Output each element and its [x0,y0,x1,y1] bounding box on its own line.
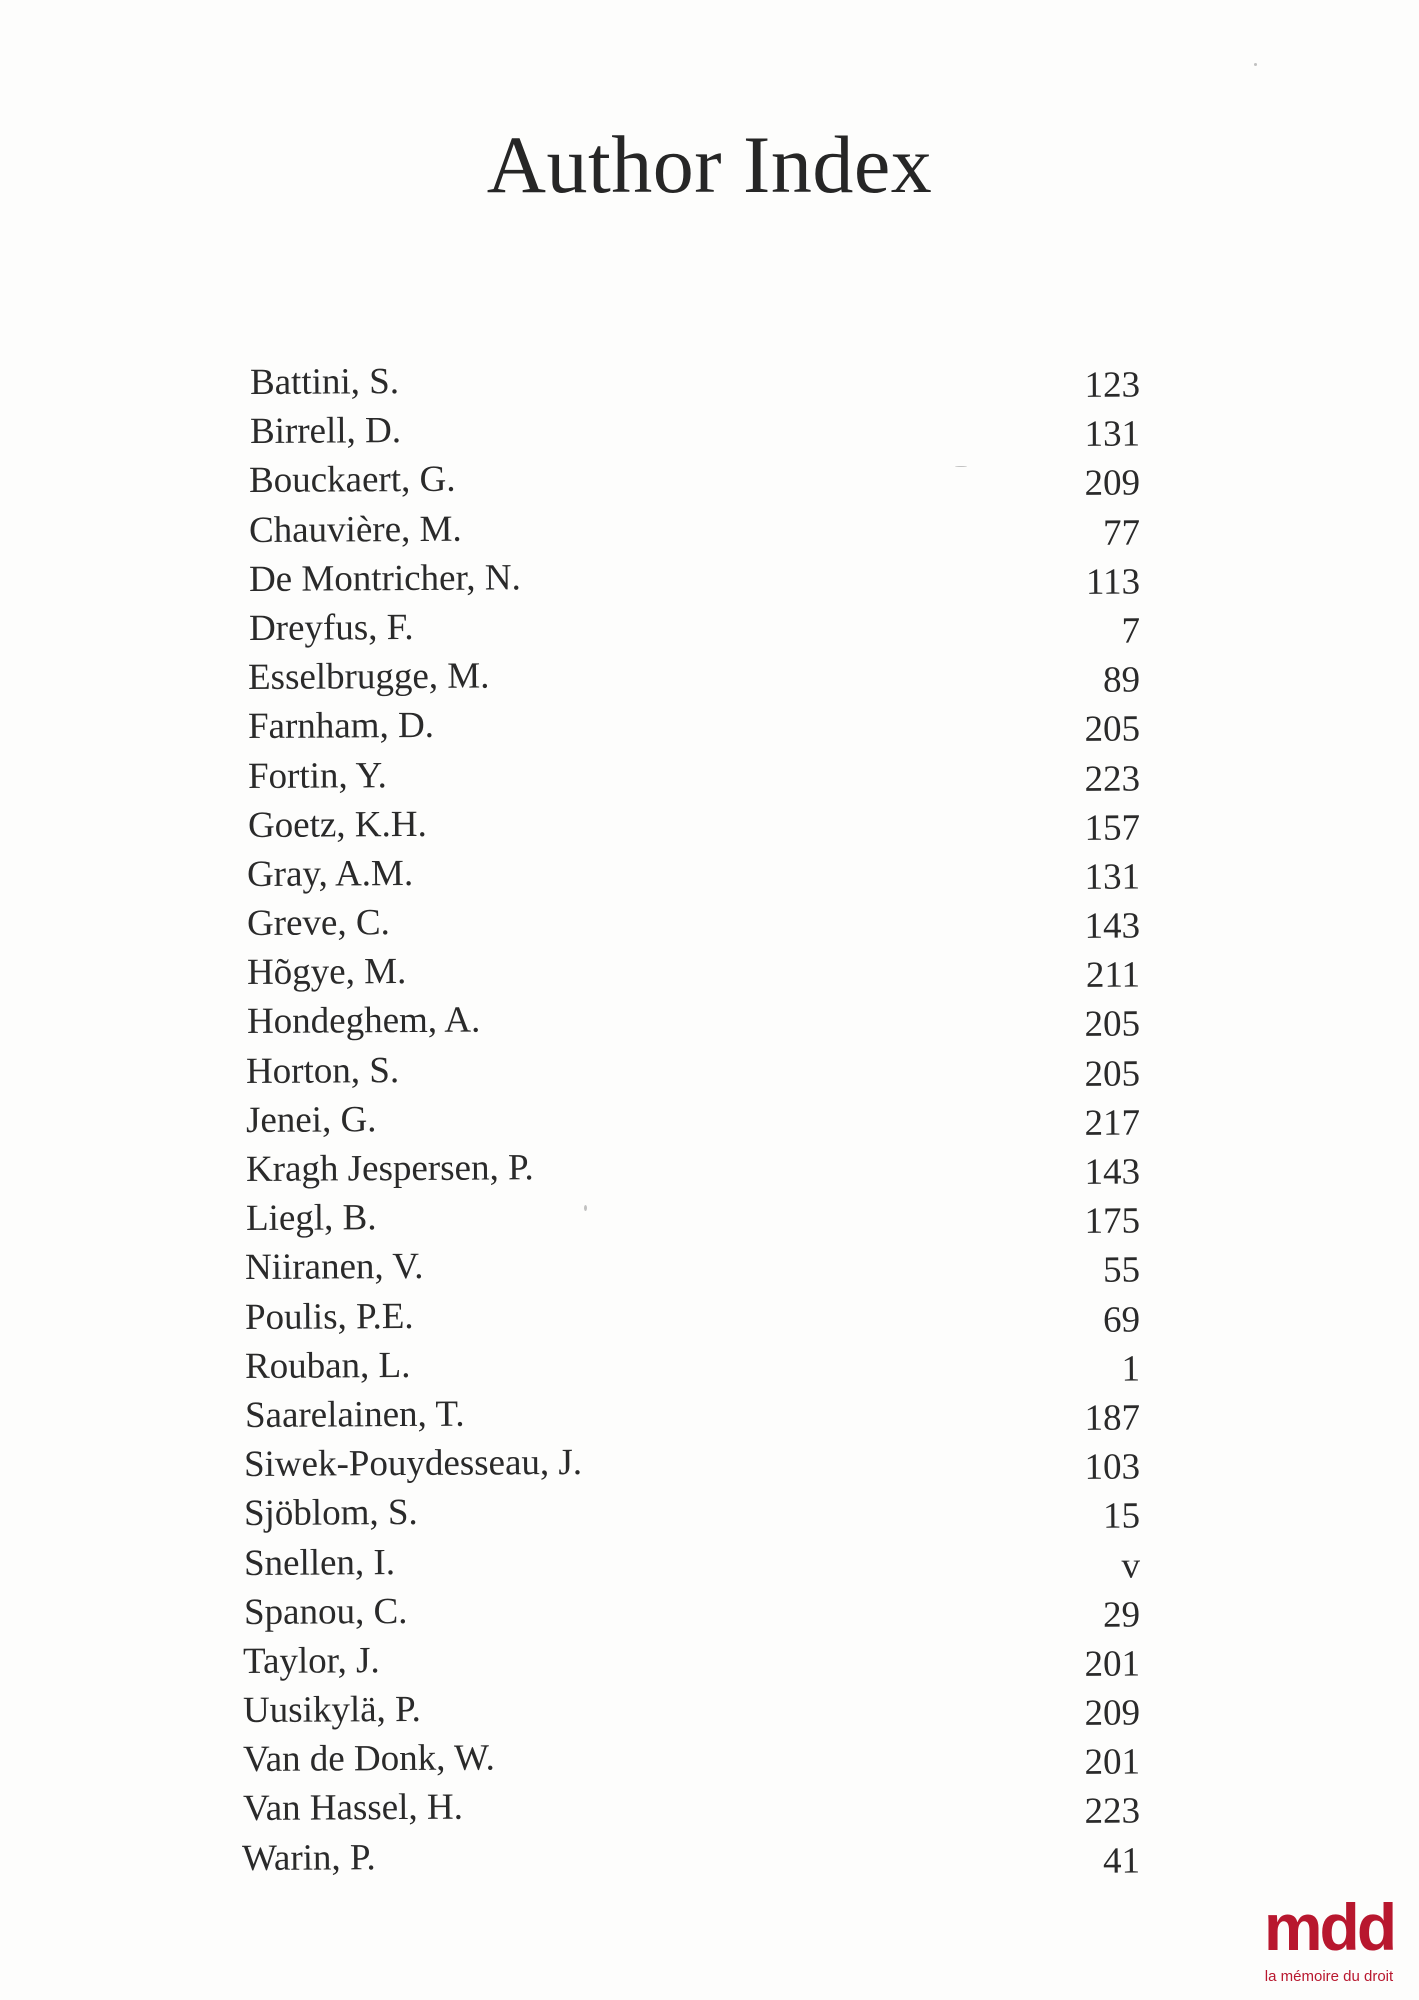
author-name: Snellen, I. [243,1541,396,1584]
page-number: 123 [1084,364,1141,406]
page-number: 1 [1121,1348,1141,1390]
author-name: Hondeghem, A. [246,1000,481,1043]
author-name: Sjöblom, S. [243,1492,418,1535]
index-entry [244,1435,1140,1490]
index-entry [249,598,1140,653]
page-number: 205 [1084,708,1141,751]
author-name: Van de Donk, W. [242,1737,495,1781]
index-entry [247,943,1140,998]
author-name: Esselbrugge, M. [247,655,490,699]
index-entry [247,844,1140,899]
author-name: Fortin, Y. [247,754,387,797]
author-name: Taylor, J. [242,1640,380,1682]
index-entry [243,1730,1140,1785]
publisher-logo [1249,1888,1409,1988]
index-entry [246,1090,1140,1145]
scan-speck [955,466,967,467]
page-number: 201 [1084,1741,1141,1784]
page-number: 55 [1102,1249,1141,1292]
index-entry [246,1140,1140,1195]
index-entry [249,549,1140,604]
page-number: 113 [1085,561,1141,603]
author-name: Siwek-Pouydesseau, J. [243,1442,583,1486]
index-entry [248,746,1140,801]
index-entry [248,648,1140,703]
page-number: 29 [1102,1594,1141,1636]
author-name: Greve, C. [246,902,390,945]
author-name: Poulis, P.E. [244,1295,414,1338]
page-number: 175 [1084,1200,1141,1243]
page-number: 77 [1102,512,1141,554]
author-name: De Montricher, N. [248,557,521,600]
index-entry [243,1681,1140,1736]
page-number: 223 [1084,758,1141,800]
page-number: 205 [1084,1003,1141,1046]
index-entry [249,500,1140,555]
page-number: 217 [1084,1102,1141,1144]
index-entry [247,894,1140,949]
index-entry [249,451,1140,506]
page-number: 201 [1084,1643,1141,1685]
author-name: Spanou, C. [243,1590,408,1633]
index-entry [247,992,1140,1047]
index-entry [248,697,1140,752]
index-entry [250,353,1140,408]
page-number: 131 [1084,856,1141,898]
page-number: 41 [1102,1840,1141,1882]
index-entry [244,1582,1140,1637]
index-entry [250,402,1140,457]
author-name: Hõgye, M. [246,951,407,994]
page-number: 205 [1084,1053,1141,1095]
author-name: Farnham, D. [247,705,435,748]
page-number: 157 [1084,807,1141,849]
author-name: Chauvière, M. [248,508,462,551]
author-name: Uusikylä, P. [242,1688,421,1732]
page-number: 103 [1084,1446,1141,1488]
page-number: 209 [1084,1692,1141,1734]
page-number: 223 [1084,1790,1141,1833]
index-entry [248,795,1140,850]
page-number: 15 [1102,1495,1141,1538]
author-name: Rouban, L. [244,1344,411,1387]
logo-mark: mdd [1263,1890,1395,1964]
page-number: 187 [1084,1397,1141,1439]
author-name: Birrell, D. [249,410,402,453]
scan-speck [1254,63,1257,66]
scan-speck [584,1205,587,1211]
author-name: Niiranen, V. [244,1246,424,1289]
page-number: 89 [1102,659,1141,701]
page-number: 7 [1121,610,1141,652]
author-name: Warin, P. [241,1836,376,1879]
index-entry [245,1336,1140,1391]
index-entry [245,1287,1140,1342]
author-name: Goetz, K.H. [247,803,427,846]
author-name: Gray, A.M. [246,852,414,895]
page-number: 131 [1084,413,1141,456]
index-entry [244,1484,1140,1539]
index-entry [245,1238,1140,1293]
page-number: 69 [1102,1299,1141,1341]
index-entry [245,1385,1140,1440]
page-number: 143 [1084,905,1141,947]
index-entry [243,1779,1140,1834]
page-number: 209 [1084,462,1141,505]
page-title: Author Index [486,119,933,210]
author-name: Battini, S. [249,361,400,403]
author-name: Dreyfus, F. [248,606,414,649]
page-number: 211 [1085,954,1141,997]
page-number: 143 [1084,1151,1141,1193]
author-index-list [241,358,1141,1883]
author-name: Bouckaert, G. [248,459,456,502]
index-entry [242,1828,1140,1883]
index-entry [246,1041,1140,1096]
author-name: Kragh Jespersen, P. [245,1147,534,1190]
index-entry [246,1189,1140,1244]
author-name: Saarelainen, T. [244,1393,465,1436]
author-name: Van Hassel, H. [242,1787,464,1830]
index-entry [243,1631,1140,1686]
index-entry [244,1533,1140,1588]
logo-tagline: la mémoire du droit [1264,1968,1394,1985]
author-name: Jenei, G. [245,1099,377,1141]
page-number: v [1121,1545,1141,1587]
author-name: Horton, S. [245,1049,400,1092]
author-name: Liegl, B. [245,1197,377,1240]
